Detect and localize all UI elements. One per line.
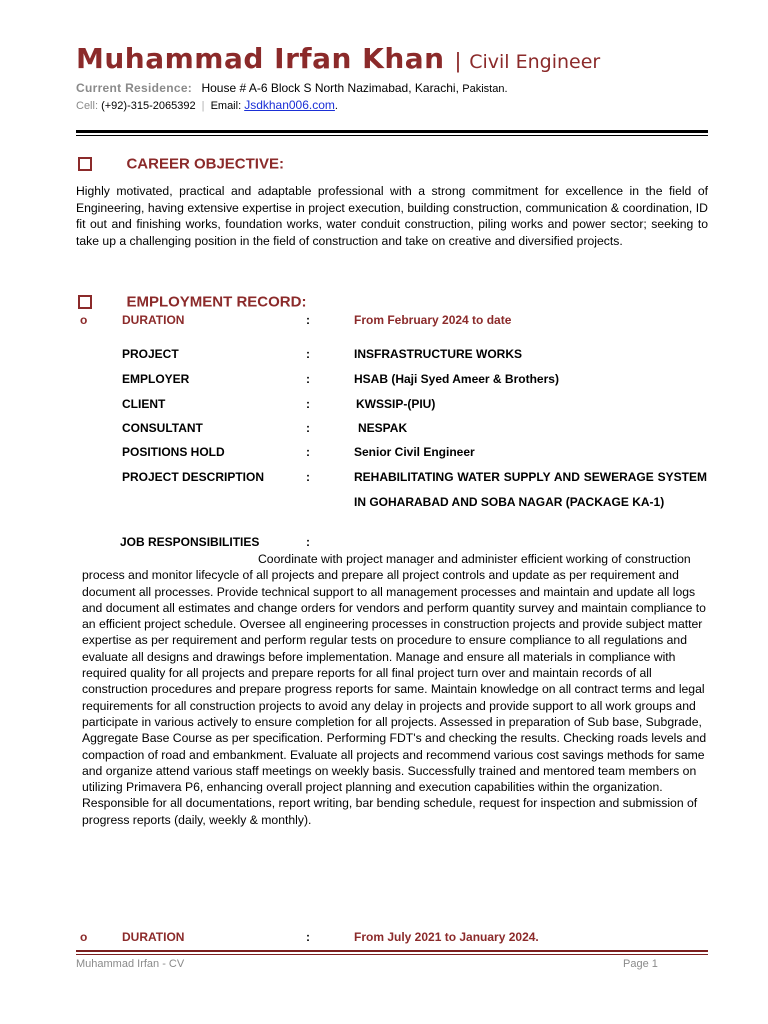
project-value: INSFRASTRUCTURE WORKS xyxy=(354,347,522,361)
colon: : xyxy=(306,930,310,944)
job2-duration-row xyxy=(0,930,768,946)
footer-rule-bottom xyxy=(76,954,708,955)
colon: : xyxy=(306,470,310,484)
employment-record-heading xyxy=(78,293,306,311)
cell-value: (+92)-315-2065392 xyxy=(101,100,196,112)
duration-label: DURATION xyxy=(122,313,185,327)
email-link[interactable]: Jsdkhan006.com xyxy=(244,98,335,112)
job1-description-row-2 xyxy=(0,495,768,511)
responsibilities-label: JOB RESPONSIBILITIES xyxy=(120,535,260,549)
description-label: PROJECT DESCRIPTION xyxy=(122,470,265,484)
email-trailing: . xyxy=(334,100,338,112)
job1-position-row xyxy=(0,445,768,461)
job1-duration-row xyxy=(0,313,768,329)
email-label: Email: xyxy=(210,100,242,112)
circle-bullet-icon: o xyxy=(80,313,88,327)
residence-country: Pakistan. xyxy=(462,83,508,95)
contact-divider: | xyxy=(201,100,205,112)
colon: : xyxy=(306,313,310,327)
consultant-value: NESPAK xyxy=(358,421,408,435)
responsibilities-text: Coordinate with project manager and administer efficient working of construction process and monitor lifecycle of all projects and prepare all project controls and update as per requirement and document all processes. Provide technical support to all management processes and maintain and update all logs and document all estimates and change orders for vendors and perform quantity survey and maintain compliance to an efficient project schedule. Oversee all engineering processes in construction projects and provide subject matter expertise as per requirement and perform regular tests on procedure to ensure compliance to all regulations and evaluate all designs and drawings before implementation. Manage and ensure all materials in compliance with required quality for all projects and prepare reports for all final project turn over and maintain records of all construction procedures and prepare progress reports for same. Maintain knowledge on all contract terms and legal requirements for all construction projects to avoid any delay in projects and provide support to all work groups and participate in various actively to ensure completion for all projects. Assessed in preparation of Sub base, Subgrade, Aggregate Base Course as per specification. Performing FDT's and checking the results. Checking roads levels and compaction of road and embankment. Evaluate all projects and recommend various cost savings methods for same and organize attend various staff meetings on weekly basis. Successfully trained and mentored team members on utilizing Primavera P6, enhancing overall project planning and execution capabilities within the organization. Responsible for all documentations, report writing, bar bending schedule, request for inspection and submission of progress reports (daily, weekly & monthly). xyxy=(82,552,707,827)
career-objective-heading xyxy=(78,155,284,173)
residence-value: House # A-6 Block S North Nazimabad, Karachi, xyxy=(201,81,459,95)
description-line-1: REHABILITATING WATER SUPPLY AND SEWERAGE SYSTEM xyxy=(354,470,707,484)
position-value: Senior Civil Engineer xyxy=(354,445,475,459)
circle-bullet-icon: o xyxy=(80,930,88,944)
job1-description-row xyxy=(0,470,768,486)
employer-value: HSAB (Haji Syed Ameer & Brothers) xyxy=(354,372,559,386)
cell-label: Cell: xyxy=(76,100,99,112)
job1-employer-row xyxy=(0,372,768,388)
consultant-label: CONSULTANT xyxy=(122,421,203,435)
employment-record-title: EMPLOYMENT RECORD: xyxy=(126,293,307,311)
title-separator: | xyxy=(455,48,461,73)
residence-label: Current Residence: xyxy=(76,81,193,95)
client-value: KWSSIP-(PIU) xyxy=(356,397,436,411)
project-label: PROJECT xyxy=(122,347,179,361)
job1-consultant-row xyxy=(0,421,768,437)
square-bullet-icon xyxy=(78,295,92,309)
career-objective-text: Highly motivated, practical and adaptable professional with a strong commitment for excellence in the field of Engineering, having extensive expertise in project execution, building construction, communication & coordination, ID fit out and finishing works, foundation works, water conduit construction, piling works and power sector; seeking to take up a challenging position in the field of construction and take on creative and diversified projects. xyxy=(76,184,708,248)
footer-rule-top xyxy=(76,950,708,952)
candidate-name: Muhammad Irfan Khan xyxy=(76,42,445,75)
colon: : xyxy=(306,372,310,386)
position-label: POSITIONS HOLD xyxy=(122,445,225,459)
header-title-line xyxy=(76,42,600,75)
job1-client-row xyxy=(0,397,768,413)
footer-page-number: Page 1 xyxy=(623,958,658,970)
colon: : xyxy=(306,445,310,459)
duration-label: DURATION xyxy=(122,930,185,944)
employer-label: EMPLOYER xyxy=(122,372,190,386)
duration-value: From July 2021 to January 2024. xyxy=(354,930,539,944)
description-line-2: IN GOHARABAD AND SOBA NAGAR (PACKAGE KA-1) xyxy=(354,495,665,509)
footer-document-title: Muhammad Irfan - CV xyxy=(76,958,185,970)
residence-line xyxy=(76,81,508,95)
duration-value: From February 2024 to date xyxy=(354,313,512,327)
job1-project-row xyxy=(0,347,768,363)
career-objective-title: CAREER OBJECTIVE: xyxy=(126,155,284,173)
header-rule-bottom xyxy=(76,135,708,136)
colon: : xyxy=(306,535,310,549)
header-rule-top xyxy=(76,130,708,133)
job-title: Civil Engineer xyxy=(469,51,601,73)
colon: : xyxy=(306,421,310,435)
contact-line xyxy=(76,98,338,112)
client-label: CLIENT xyxy=(122,397,166,411)
square-bullet-icon xyxy=(78,157,92,171)
colon: : xyxy=(306,347,310,361)
colon: : xyxy=(306,397,310,411)
